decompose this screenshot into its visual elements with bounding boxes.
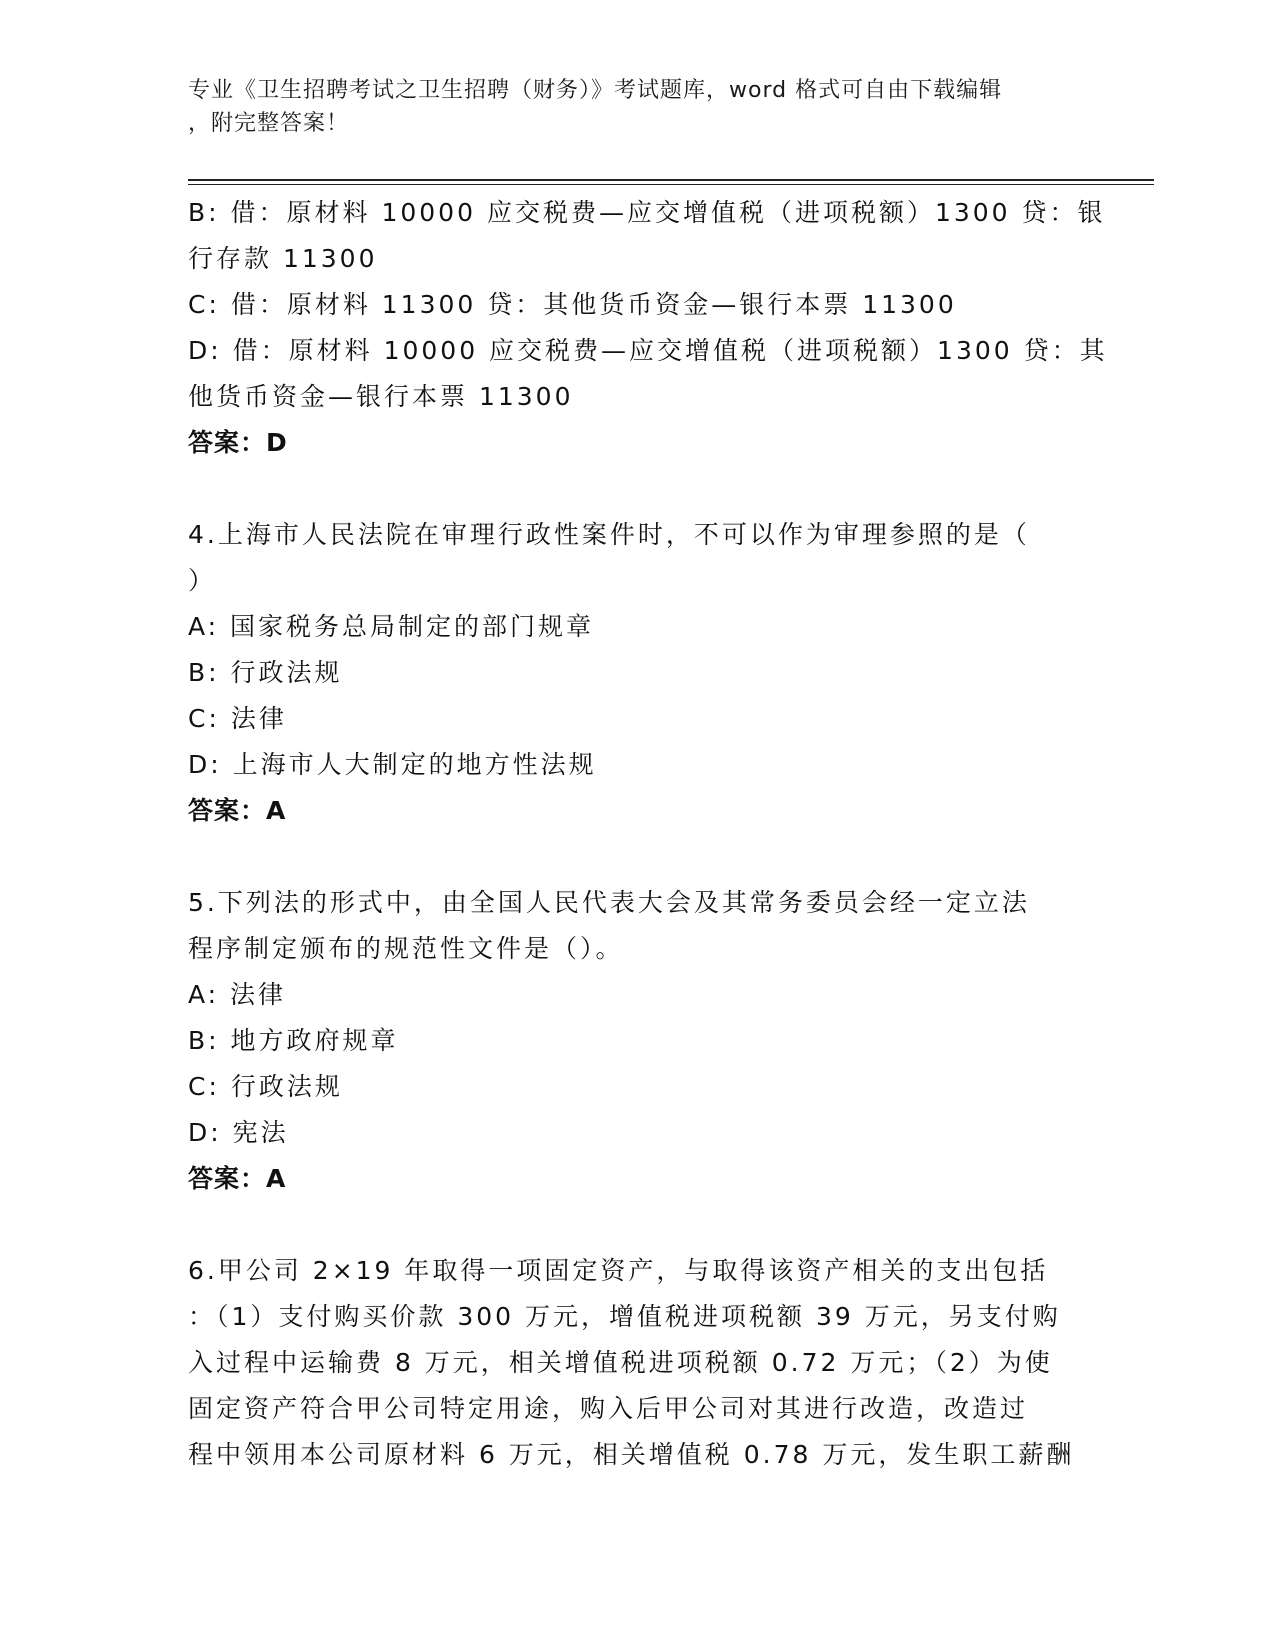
q6-stem-line-4: 固定资产符合甲公司特定用途，购入后甲公司对其进行改造，改造过 <box>188 1394 1029 1423</box>
q4-answer: 答案：A <box>188 796 287 825</box>
question-3-tail <box>188 190 1108 466</box>
q5-answer: 答案：A <box>188 1164 287 1193</box>
q3-option-d-line-1: D: 借：原材料 10000 应交税费—应交增值税（进项税额）1300 贷：其 <box>188 336 1108 365</box>
spacer <box>188 834 1088 880</box>
q6-stem-line-2: ：（1）支付购买价款 300 万元，增值税进项税额 39 万元，另支付购 <box>188 1302 1061 1331</box>
spacer <box>188 1202 1088 1248</box>
header-line-1: 专业《卫生招聘考试之卫生招聘（财务）》考试题库，word 格式可自由下载编辑 <box>188 78 1003 103</box>
q5-option-b: B: 地方政府规章 <box>188 1026 399 1055</box>
header-line-2: ，附完整答案！ <box>188 111 350 136</box>
q4-stem-line-2: ） <box>188 566 217 595</box>
q5-option-c: C: 行政法规 <box>188 1072 343 1101</box>
q3-option-b-line-2: 行存款 11300 <box>188 244 378 273</box>
document-header <box>188 74 1068 140</box>
question-content <box>188 190 1108 1478</box>
q4-option-b: B: 行政法规 <box>188 658 343 687</box>
q3-answer: 答案：D <box>188 428 288 457</box>
spacer <box>188 466 1088 512</box>
q4-option-c: C: 法律 <box>188 704 287 733</box>
question-5 <box>188 880 1088 1202</box>
q4-option-d: D: 上海市人大制定的地方性法规 <box>188 750 597 779</box>
q5-stem-line-1: 5.下列法的形式中，由全国人民代表大会及其常务委员会经一定立法 <box>188 888 1030 917</box>
header-rule-thick <box>188 179 1154 181</box>
q5-option-d: D: 宪法 <box>188 1118 289 1147</box>
header-rule-thin <box>188 184 1154 185</box>
q4-option-a: A: 国家税务总局制定的部门规章 <box>188 612 595 641</box>
q6-stem-line-3: 入过程中运输费 8 万元，相关增值税进项税额 0.72 万元；（2）为使 <box>188 1348 1053 1377</box>
q5-option-a: A: 法律 <box>188 980 287 1009</box>
q3-option-b-line-1: B: 借：原材料 10000 应交税费—应交增值税（进项税额）1300 贷：银 <box>188 198 1106 227</box>
q5-stem-line-2: 程序制定颁布的规范性文件是（）。 <box>188 934 624 963</box>
q4-stem-line-1: 4.上海市人民法院在审理行政性案件时，不可以作为审理参照的是（ <box>188 520 1030 549</box>
q3-option-c: C: 借：原材料 11300 贷：其他货币资金—银行本票 11300 <box>188 290 957 319</box>
question-4 <box>188 512 1088 834</box>
q3-option-d-line-2: 他货币资金—银行本票 11300 <box>188 382 574 411</box>
q6-stem-line-1: 6.甲公司 2×19 年取得一项固定资产，与取得该资产相关的支出包括 <box>188 1256 1049 1285</box>
question-6 <box>188 1248 1088 1478</box>
q6-stem-line-5: 程中领用本公司原材料 6 万元，相关增值税 0.78 万元，发生职工薪酬 <box>188 1440 1075 1469</box>
